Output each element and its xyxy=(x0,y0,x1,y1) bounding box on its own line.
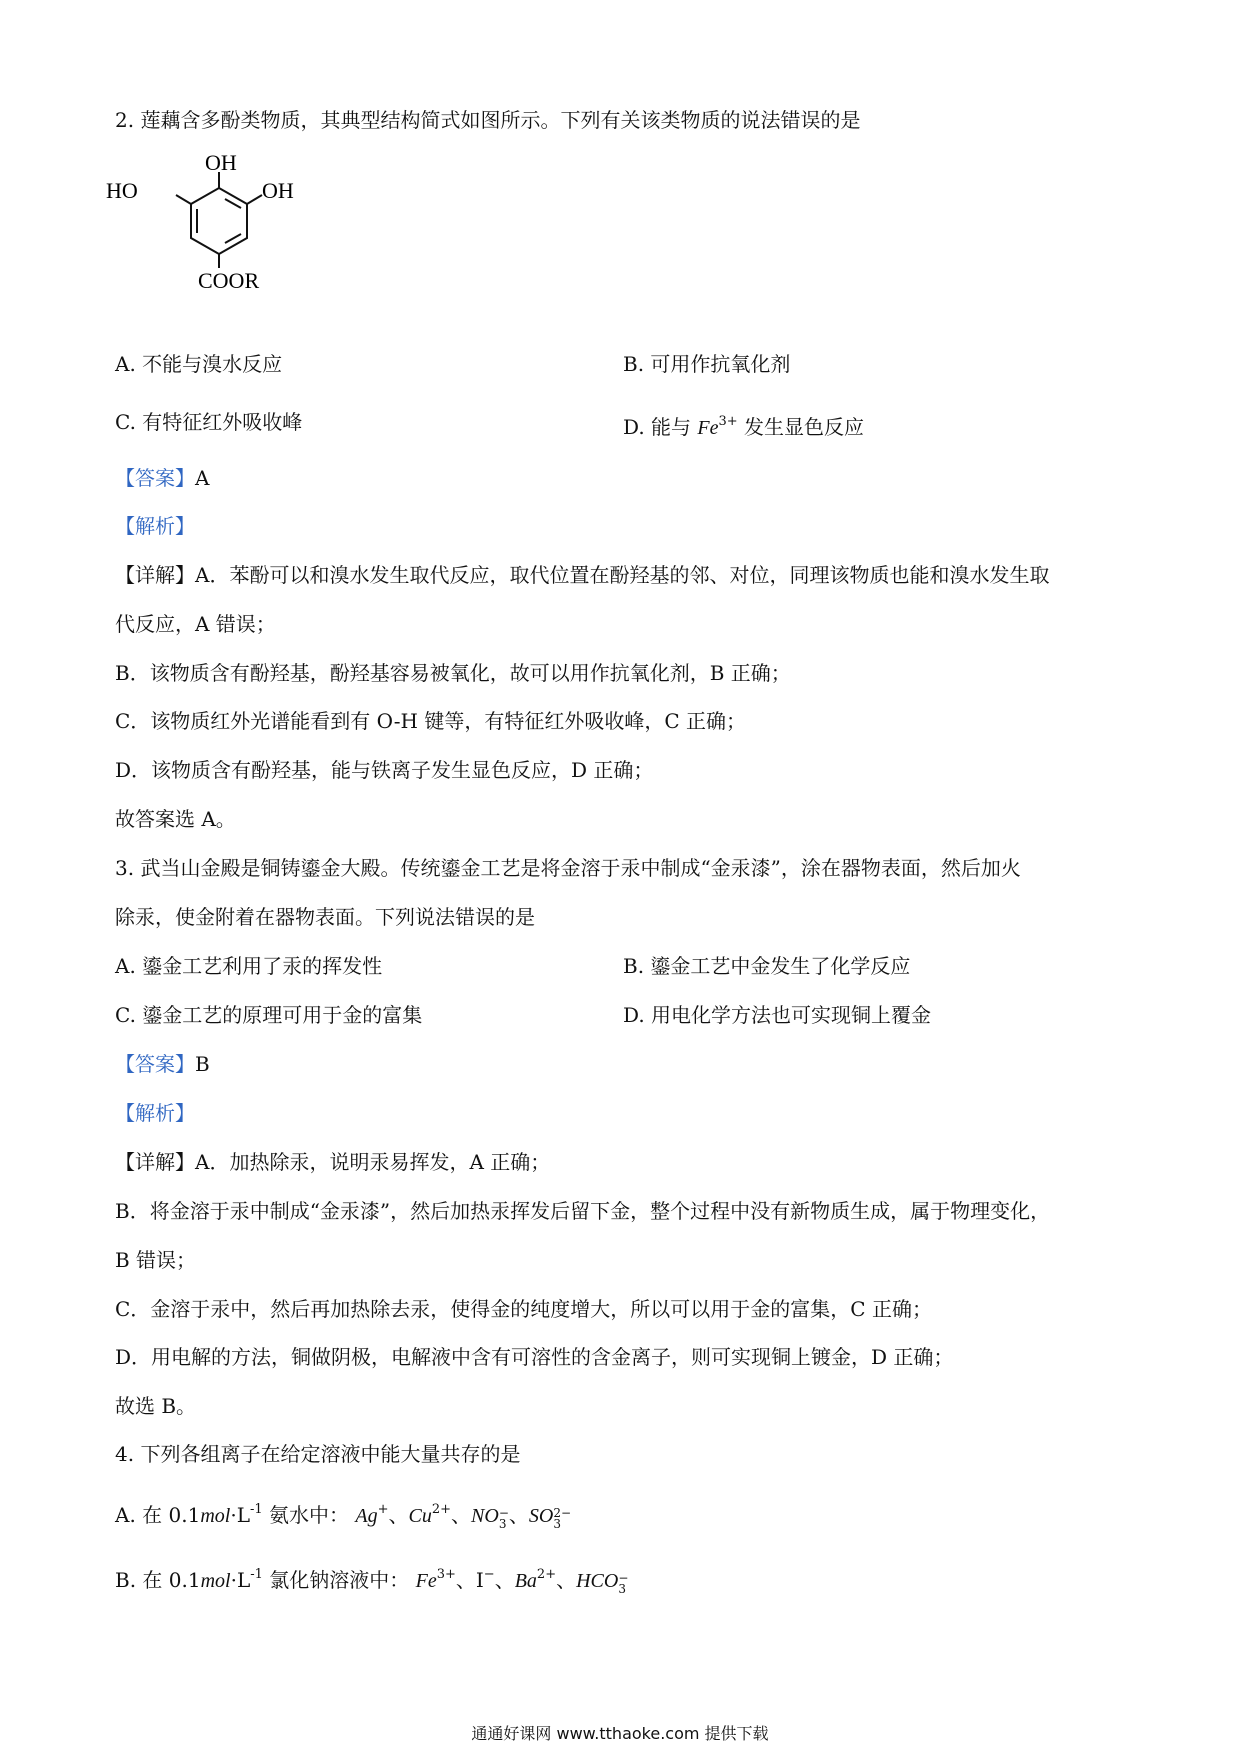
q4-a-ion-3: NO xyxy=(471,1505,499,1527)
page-footer: 通通好课网 www.tthaoke.com 提供下载 xyxy=(471,1724,769,1743)
bond-right-oh xyxy=(247,195,262,204)
q2-option-d-charge: 3+ xyxy=(718,414,738,429)
q4-a-ion-4-script xyxy=(553,1508,571,1530)
q4-a-mol: mol xyxy=(200,1505,231,1527)
q3-option-c: C. 鎏金工艺的原理可用于金的富集 xyxy=(115,1003,423,1027)
q4-b-ion-4-charge: − xyxy=(618,1571,629,1585)
q2-option-a: A. 不能与溴水反应 xyxy=(115,352,283,376)
q3-stem-line-1: 3. 武当山金殿是铜铸鎏金大殿。传统鎏金工艺是将金溶于汞中制成“金汞漆”，涂在器物表面，然后加火 xyxy=(115,856,1021,880)
q3-option-a: A. 鎏金工艺利用了汞的挥发性 xyxy=(115,954,383,978)
q4-a-number: 0.1 xyxy=(168,1503,201,1527)
q4-b-sep-1: 、 xyxy=(455,1568,476,1592)
q3-detail-3: B 错误； xyxy=(115,1248,197,1272)
q3-detail-tag: 【详解】 xyxy=(115,1150,195,1174)
q4-a-ion-4-charge: 2− xyxy=(553,1506,572,1520)
q3-answer-value: B xyxy=(195,1052,210,1076)
q4-b-ion-4-sub: 3 xyxy=(618,1582,626,1596)
q2-option-d-prefix: D. 能与 xyxy=(623,415,692,439)
q4-option-b xyxy=(115,1561,628,1595)
q4-b-number: 0.1 xyxy=(168,1568,201,1592)
bond-left-oh xyxy=(176,195,191,204)
q3-analysis-tag: 【解析】 xyxy=(115,1101,195,1125)
q2-answer-value: A xyxy=(195,466,210,490)
q4-a-ion-3-sub: 3 xyxy=(498,1517,507,1531)
q4-a-solution: 氨水中： xyxy=(269,1503,350,1527)
q2-detail-1 xyxy=(115,561,1049,589)
q4-a-ion-2-charge: 2+ xyxy=(431,1502,452,1517)
polyphenol-structure-diagram xyxy=(106,150,312,320)
q4-a-prefix: A. 在 xyxy=(115,1503,163,1527)
q4-a-ion-4-sub: 3 xyxy=(553,1517,561,1531)
label-oh-right: OH xyxy=(262,178,294,203)
label-oh-top: OH xyxy=(205,150,237,175)
q4-a-ion-3-script xyxy=(499,1508,509,1530)
q4-b-ion-2: I xyxy=(475,1568,484,1592)
q4-b-ion-1-charge: 3+ xyxy=(436,1567,456,1582)
q2-answer xyxy=(115,464,209,492)
q4-b-sep-2: 、 xyxy=(494,1568,515,1592)
q3-stem-line-2: 除汞，使金附着在器物表面。下列说法错误的是 xyxy=(115,905,535,929)
q2-option-d xyxy=(623,408,864,442)
q4-b-unit: ·L xyxy=(230,1568,251,1592)
q4-a-sep-3: 、 xyxy=(508,1503,529,1527)
q2-option-c: C. 有特征红外吸收峰 xyxy=(115,410,303,434)
q2-detail-2: 代反应，A 错误； xyxy=(115,612,276,636)
q4-a-ion-1: Ag xyxy=(355,1505,378,1527)
q2-analysis-tag: 【解析】 xyxy=(115,514,195,538)
q4-b-ion-1: Fe xyxy=(415,1570,437,1592)
q4-b-mol: mol xyxy=(200,1570,231,1592)
q4-b-ion-2-charge: − xyxy=(483,1567,495,1582)
q4-b-ion-3: Ba xyxy=(514,1570,537,1592)
label-ho-left: HO xyxy=(106,178,138,203)
q3-detail-4: C．金溶于汞中，然后再加热除去汞，使得金的纯度增大，所以可以用于金的富集，C 正确； xyxy=(115,1297,932,1321)
q4-a-ion-4: SO xyxy=(528,1505,554,1527)
q2-detail-4: C．该物质红外光谱能看到有 O-H 键等，有特征红外吸收峰，C 正确； xyxy=(115,709,747,733)
q4-option-a xyxy=(115,1496,571,1530)
q4-a-unit: ·L xyxy=(230,1503,250,1527)
q4-b-ion-4: HCO xyxy=(576,1570,619,1592)
q2-option-b: B. 可用作抗氧化剂 xyxy=(623,352,791,376)
q4-a-exponent: -1 xyxy=(249,1502,263,1517)
q4-a-sep-2: 、 xyxy=(451,1503,472,1527)
q4-stem: 4. 下列各组离子在给定溶液中能大量共存的是 xyxy=(115,1442,521,1466)
q4-b-ion-4-script xyxy=(618,1573,628,1595)
q2-answer-tag: 【答案】 xyxy=(115,466,195,490)
q3-answer xyxy=(115,1050,210,1078)
q3-detail-5: D．用电解的方法，铜做阴极，电解液中含有可溶性的含金离子，则可实现铜上镀金，D 正确； xyxy=(115,1345,954,1369)
q4-b-exponent: -1 xyxy=(250,1567,263,1582)
q4-b-ion-3-charge: 2+ xyxy=(536,1567,557,1582)
q4-b-solution: 氯化钠溶液中： xyxy=(269,1568,410,1592)
q3-option-d: D. 用电化学方法也可实现铜上覆金 xyxy=(623,1003,932,1027)
q2-detail-5: D．该物质含有酚羟基，能与铁离子发生显色反应，D 正确； xyxy=(115,758,654,782)
q3-detail-6: 故选 B。 xyxy=(115,1394,197,1418)
q4-a-ion-1-charge: + xyxy=(377,1502,389,1517)
q3-answer-tag: 【答案】 xyxy=(115,1052,195,1076)
q4-b-prefix: B. 在 xyxy=(115,1568,163,1592)
q3-detail-2: B．将金溶于汞中制成“金汞漆”，然后加热汞挥发后留下金，整个过程中没有新物质生成，属于物理变化， xyxy=(115,1199,1051,1223)
q4-b-sep-3: 、 xyxy=(556,1568,577,1592)
q2-stem: 2. 莲藕含多酚类物质，其典型结构简式如图所示。下列有关该类物质的说法错误的是 xyxy=(115,108,861,132)
q4-a-sep-1: 、 xyxy=(388,1503,409,1527)
q2-option-d-suffix: 发生显色反应 xyxy=(744,415,865,439)
q4-a-ion-3-charge: − xyxy=(498,1506,509,1520)
label-coor: COOR xyxy=(198,268,260,293)
benzene-ring xyxy=(191,188,247,254)
q3-detail-1 xyxy=(115,1148,550,1176)
q2-detail-1-text: A．苯酚可以和溴水发生取代反应，取代位置在酚羟基的邻、对位，同理该物质也能和溴水发生取 xyxy=(195,563,1050,587)
q2-detail-6: 故答案选 A。 xyxy=(115,807,236,831)
q2-detail-3: B．该物质含有酚羟基，酚羟基容易被氧化，故可以用作抗氧化剂，B 正确； xyxy=(115,661,791,685)
q3-detail-1-text: A．加热除汞，说明汞易挥发，A 正确； xyxy=(195,1150,551,1174)
q3-option-b: B. 鎏金工艺中金发生了化学反应 xyxy=(623,954,911,978)
q4-a-ion-2: Cu xyxy=(408,1505,432,1527)
q2-option-d-ion: Fe xyxy=(697,417,719,439)
q2-detail-tag: 【详解】 xyxy=(115,563,195,587)
